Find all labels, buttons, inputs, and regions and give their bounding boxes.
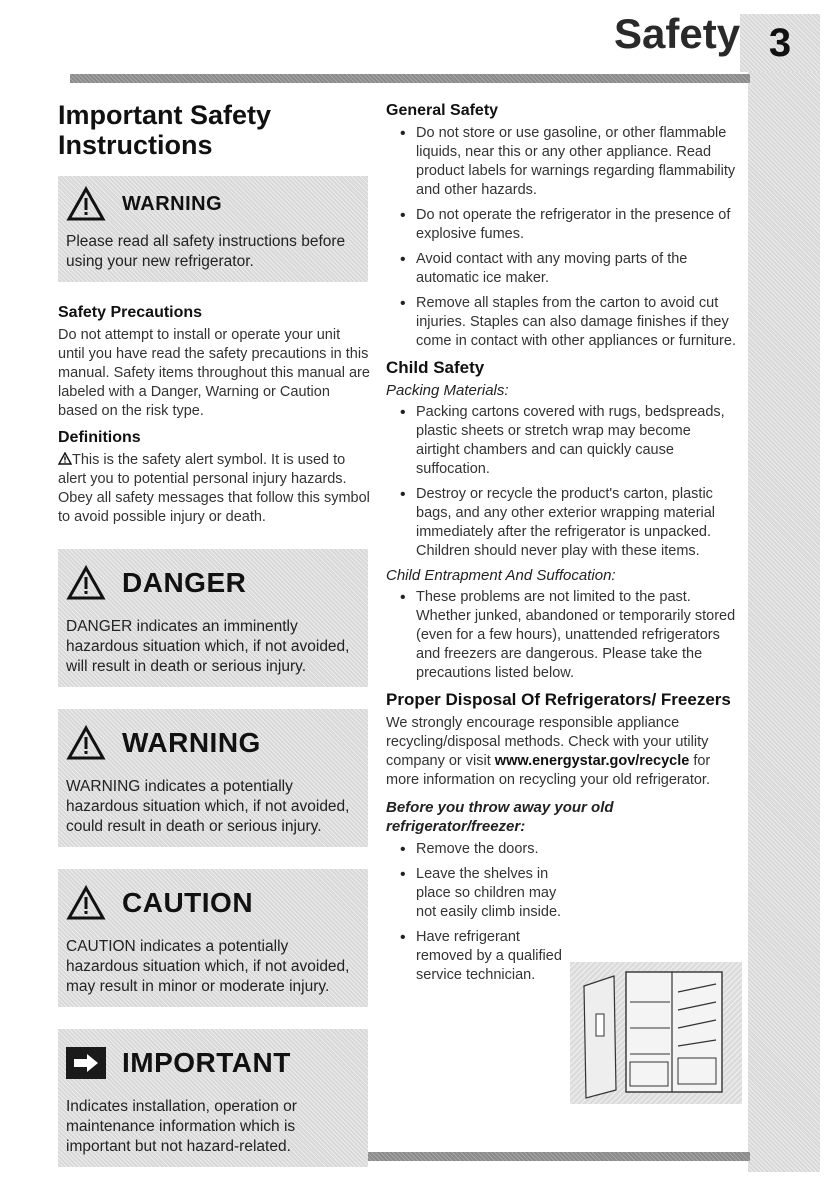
warning-header (66, 719, 360, 767)
disposal-list (386, 840, 576, 985)
definitions-paragraph (58, 451, 370, 527)
important-header (66, 1039, 360, 1087)
refrigerator-illustration (570, 962, 742, 1104)
warning-title: WARNING (122, 727, 261, 758)
warning-triangle-icon (66, 725, 106, 761)
caution-header (66, 879, 360, 927)
caution-box (58, 869, 368, 1007)
energystar-link[interactable]: www.energystar.gov/recycle (494, 753, 690, 769)
important-text: Indicates installation, operation or maintenance information which is important but not hazard-related. (66, 1098, 297, 1155)
disposal-text-before: We strongly encourage responsible appliance recycling/disposal methods. Check with your utility company or visit (386, 715, 709, 769)
important-title: IMPORTANT (122, 1047, 291, 1078)
safety-alert-icon (58, 452, 72, 465)
warning-triangle-icon (66, 885, 106, 921)
list-item: • Do not operate the refrigerator in the presence of explosive fumes. (386, 206, 738, 244)
list-item: • Leave the shelves in place so children may not easily climb inside. (386, 865, 576, 922)
page-number: 3 (768, 20, 792, 65)
side-strip (748, 72, 820, 1172)
arrow-right-icon (66, 1047, 106, 1079)
list-item: • These problems are not limited to the past. Whether junked, abandoned or temporarily stored (even for a few hours), unattended refrigerators and freezers are dangerous. Please take the precautions listed below. (386, 588, 738, 683)
list-item: • Remove the doors. (386, 840, 576, 859)
disposal-text-after: for more information on recycling your old refrigerator. (386, 753, 711, 788)
warning-triangle-icon (66, 186, 106, 222)
child-safety-heading: Child Safety (386, 358, 485, 377)
disposal-paragraph (386, 714, 738, 790)
warning-triangle-icon (66, 565, 106, 601)
list-item: • Do not store or use gasoline, or other flammable liquids, near this or any other appliance. Read product labels for warnings regarding flammability and other hazards. (386, 124, 738, 200)
general-safety-list (386, 124, 738, 351)
warning-intro-box (58, 176, 368, 282)
danger-box (58, 549, 368, 687)
entrapment-label: Child Entrapment And Suffocation: (386, 567, 616, 584)
entrapment-list (386, 588, 738, 683)
main-title: Important Safety Instructions (58, 100, 272, 160)
list-item: • Have refrigerant removed by a qualified service technician. (386, 928, 576, 985)
right-column (386, 102, 738, 991)
important-box (58, 1029, 368, 1167)
safety-precautions-heading: Safety Precautions (58, 304, 203, 321)
safety-precautions-text: Do not attempt to install or operate your unit until you have read the safety precautions in this manual. Safety items throughout this manual are labeled with a Danger, Warning or Caution based on the risk type. (58, 327, 370, 419)
warning-intro-title: WARNING (122, 192, 223, 215)
left-column (58, 100, 370, 1189)
section-title: Safety (614, 10, 741, 57)
danger-header (66, 559, 360, 607)
warning-intro-header (66, 186, 360, 222)
list-item: • Packing cartons covered with rugs, bedspreads, plastic sheets or stretch wrap may become airtight chambers and can quickly cause suffocation. (386, 403, 738, 479)
definitions-text: This is the safety alert symbol. It is used to alert you to potential personal injury hazards. Obey all safety messages that follow this symbol to avoid possible injury or death. (58, 452, 370, 525)
danger-title: DANGER (122, 567, 247, 598)
general-safety-heading: General Safety (386, 102, 499, 119)
disposal-heading: Proper Disposal Of Refrigerators/ Freezers (386, 690, 731, 709)
caution-title: CAUTION (122, 887, 254, 918)
warning-intro-text: Please read all safety instructions before using your new refrigerator. (66, 233, 346, 270)
list-item: • Avoid contact with any moving parts of the automatic ice maker. (386, 250, 738, 288)
warning-box (58, 709, 368, 847)
danger-text: DANGER indicates an imminently hazardous situation which, if not avoided, will result in death or serious injury. (66, 618, 350, 675)
top-rule (70, 74, 750, 83)
before-throw-away-label: Before you throw away your old refrigerator/freezer: (386, 799, 614, 835)
list-item: • Remove all staples from the carton to avoid cut injuries. Staples can also damage finishes if they come in contact with other appliances or furniture. (386, 294, 738, 351)
page-number-box (740, 14, 820, 72)
warning-text: WARNING indicates a potentially hazardous situation which, if not avoided, could result in death or serious injury. (66, 778, 350, 835)
definitions-heading: Definitions (58, 429, 141, 446)
list-item: • Destroy or recycle the product's carton, plastic bags, and any other exterior wrapping material immediately after the refrigerator is unpacked. Children should never play with these items. (386, 485, 738, 561)
packing-materials-label: Packing Materials: (386, 382, 509, 399)
packing-list (386, 403, 738, 561)
caution-text: CAUTION indicates a potentially hazardous situation which, if not avoided, may result in minor or moderate injury. (66, 938, 350, 995)
